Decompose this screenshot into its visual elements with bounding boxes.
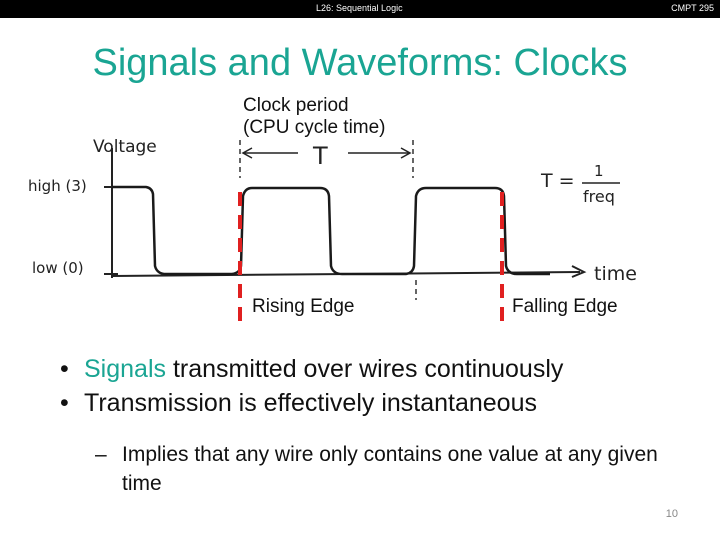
sub-bullet [95,440,675,498]
bullet-text: Transmission is effectively instantaneous [84,389,537,417]
bullet-highlight: Signals [84,355,166,383]
clock-period-line-2: (CPU cycle time) [243,117,386,138]
bullet-text: transmitted over wires continuously [166,355,564,383]
period-arrowhead-right [401,148,410,158]
clock-period-line-1: Clock period [243,95,349,116]
clock-signal-line [112,187,550,274]
time-axis-label: time [594,263,637,285]
falling-edge-label: Falling Edge [512,296,618,317]
x-axis-arrow [572,266,584,277]
x-axis [112,272,580,276]
low-level-label: low (0) [32,259,84,277]
period-symbol: T [313,142,328,170]
slide-title: Signals and Waveforms: Clocks [92,42,628,84]
sub-bullet-text: Implies that any wire only contains one value at any given time [122,443,658,495]
bullet-dot: • [60,389,69,417]
page-number: 10 [665,508,678,520]
period-formula-numerator: 1 [594,162,604,180]
lecture-title: L26: Sequential Logic [316,3,403,13]
period-arrowhead-left [243,148,252,158]
bullet-item [60,352,563,386]
sub-bullet-dash: – [95,443,107,466]
period-formula-lhs: T = [541,170,575,192]
bullet-list [60,352,563,420]
clock-period-label [243,95,386,139]
bullet-dot: • [60,355,69,383]
voltage-axis-label: Voltage [93,137,157,157]
header-bar [0,0,720,18]
rising-edge-label: Rising Edge [252,296,355,317]
period-formula-denominator: freq [583,187,615,206]
course-code: CMPT 295 [671,3,714,13]
high-level-label: high (3) [28,177,87,195]
bullet-item [60,386,563,420]
